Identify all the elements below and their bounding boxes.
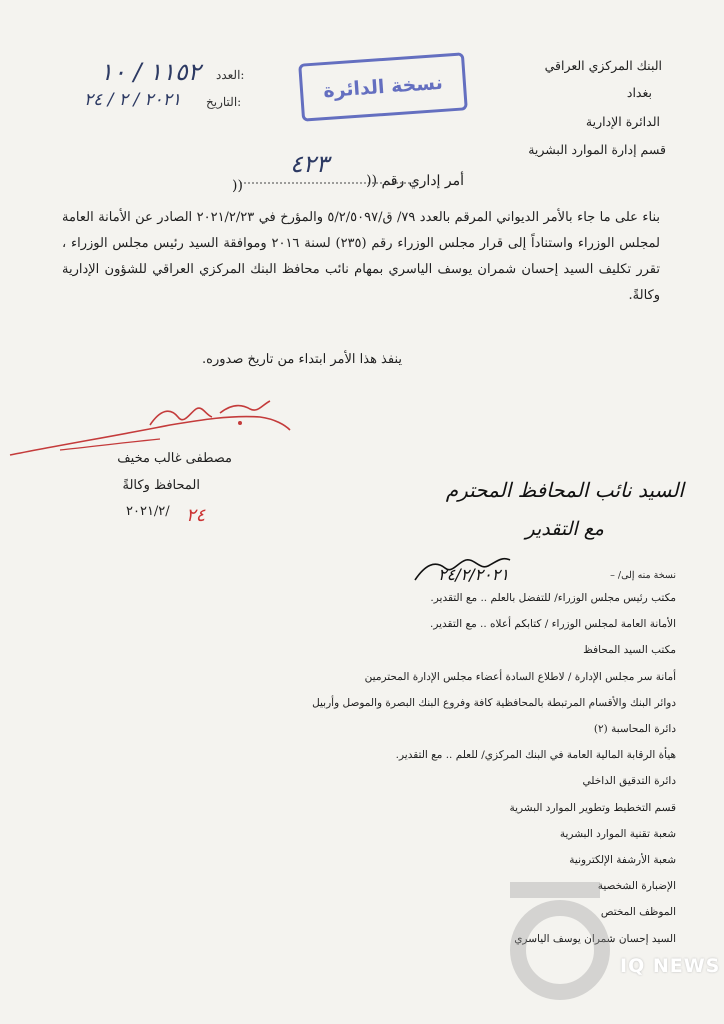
signature-date-handwritten: ٢٤	[186, 505, 206, 526]
copy-recipient: دائرة التدقيق الداخلي	[582, 775, 676, 788]
org-department: الدائرة الإدارية	[585, 114, 660, 129]
watermark-text: IQ NEWS	[620, 955, 721, 977]
issue-date: ٢٠٢١ / ٢ / ٢٤	[84, 90, 182, 110]
order-underline	[240, 180, 420, 186]
signatory-title: المحافظ وكالةً	[122, 478, 200, 493]
copies-distribution-list	[256, 570, 676, 952]
handwritten-note-regards: مع التقدير	[525, 518, 604, 540]
handwritten-note-date: ٢٤/٢/٢٠٢١	[438, 565, 509, 584]
number-label: العدد:	[216, 68, 245, 82]
order-body-text: بناء على ما جاء بالأمر الديواني المرقم بالعدد ٧٩/ ق/٥/٢/٥٠٩٧ والمؤرخ في ٢٠٢١/٢/٢٣ الصادر عن الأمانة العامة لمجلس الوزراء واستناداً إلى قرار مجلس الوزراء رقم (٢٣٥) لسنة ٢٠١٦ وموافقة السيد رئيس مجلس الوزراء ، تقرر تكليف السيد إحسان شمران يوسف الياسري بمهام نائب محافظ البنك المركزي العراقي للشؤون الإدارية وكالةً.	[62, 210, 660, 303]
copy-recipient: هيأة الرقابة المالية العامة في البنك المركزي/ للعلم .. مع التقدير.	[395, 749, 676, 762]
reference-number: ١١٥٢ / ١٠	[100, 58, 201, 86]
copy-recipient: قسم التخطيط وتطوير الموارد البشرية	[509, 801, 676, 814]
department-copy-stamp	[298, 52, 468, 121]
copy-recipient: شعبة تقنية الموارد البشرية	[559, 827, 676, 840]
copy-recipient: دوائر البنك والأقسام المرتبطة بالمحافظية كافة وفروع البنك البصرة والموصل وأربيل	[312, 696, 676, 709]
org-city: بغداد	[626, 85, 652, 100]
signatory-name: مصطفى غالب مخيف	[117, 451, 232, 466]
order-number: ٤٢٣	[290, 150, 329, 178]
order-title-close: ))	[232, 178, 243, 194]
copy-recipient: مكتب السيد المحافظ	[583, 644, 676, 657]
execution-clause: ينفذ هذا الأمر ابتداء من تاريخ صدوره.	[202, 352, 402, 367]
copy-recipient: دائرة المحاسبة (٢)	[593, 723, 676, 736]
copy-recipient: الإضبارة الشخصية	[597, 880, 676, 893]
org-name: البنك المركزي العراقي	[544, 58, 662, 73]
org-section: قسم إدارة الموارد البشرية	[528, 142, 666, 157]
copy-recipient: الأمانة العامة لمجلس الوزراء / كتابكم أعلاه .. مع التقدير.	[429, 618, 676, 631]
copy-recipient: الموظف المختص	[600, 906, 676, 919]
order-title: أمر إداري رقم ((	[366, 173, 464, 189]
copy-recipient: مكتب رئيس مجلس الوزراء/ للتفضل بالعلم .. مع التقدير.	[430, 592, 676, 604]
stamp-text: نسخة الدائرة	[322, 71, 444, 103]
copies-title: نسخة منه إلى/ –	[610, 570, 676, 581]
copy-recipient: شعبة الأرشفة الإلكترونية	[569, 854, 676, 867]
date-label: التاريخ:	[206, 95, 242, 109]
copy-recipient: السيد إحسان شمران يوسف الياسري	[514, 932, 676, 945]
handwritten-note-addressee: السيد نائب المحافظ المحترم	[445, 478, 684, 502]
copy-recipient: أمانة سر مجلس الإدارة / لاطلاع السادة أعضاء مجلس الإدارة المحترمين	[364, 670, 676, 683]
signature-date-printed: ٢٠٢١/٢/	[126, 504, 170, 519]
